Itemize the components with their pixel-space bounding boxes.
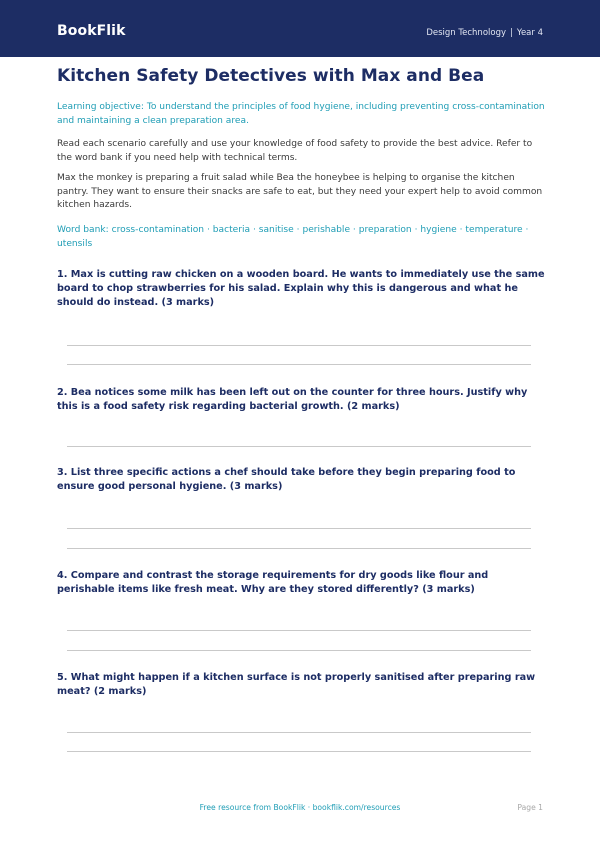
brand-logo: BookFlik [57,23,126,39]
intro-scenario: Max the monkey is preparing a fruit salad while Bea the honeybee is helping to organise the kitchen pantry. They want to ensure their snacks are safe to eat, but they need your expert help to avoid common kitchen hazards. [57,173,543,210]
question-4: 4. Compare and contrast the storage requirements for dry goods like flour and perishable items like fresh meat. Why are they stored differently? (3 marks) [57,570,489,596]
header-bar [0,0,600,57]
learning-objective: Learning objective: To understand the principles of food hygiene, including preventing cross-contamination and maintaining a clean preparation area. [57,102,545,126]
answer-line[interactable] [67,650,531,651]
page-title: Kitchen Safety Detectives with Max and Bea [57,66,485,86]
year-label: Year 4 [516,28,543,38]
answer-line[interactable] [67,446,531,447]
page-number: Page 1 [517,803,543,812]
question-1: 1. Max is cutting raw chicken on a wooden board. He wants to immediately use the same board to chop strawberries for his salad. Explain why this is dangerous and what he should do instead. (3 marks) [57,269,545,309]
question-5: 5. What might happen if a kitchen surface is not properly sanitised after preparing raw meat? (2 marks) [57,672,536,698]
question-2: 2. Bea notices some milk has been left out on the counter for three hours. Justify why this is a food safety risk regarding bacterial growth. (2 marks) [57,387,528,413]
answer-line[interactable] [67,751,531,752]
answer-line[interactable] [67,364,531,365]
intro-instructions: Read each scenario carefully and use your knowledge of food safety to provide the best advice. Refer to the word bank if you need help with technical terms. [57,139,533,163]
subject-label: Design Technology [426,28,507,38]
word-bank: Word bank: cross-contamination · bacteria · sanitise · perishable · preparation · hygiene · temperature · utensils [57,225,529,249]
header-meta [426,28,543,38]
question-3: 3. List three specific actions a chef should take before they begin preparing food to ensure good personal hygiene. (3 marks) [57,467,516,493]
header-separator: | [510,28,513,38]
answer-line[interactable] [67,630,531,631]
answer-line[interactable] [67,528,531,529]
answer-line[interactable] [67,345,531,346]
answer-line[interactable] [67,548,531,549]
answer-line[interactable] [67,732,531,733]
footer-credit: Free resource from BookFlik · bookflik.com/resources [199,803,401,812]
